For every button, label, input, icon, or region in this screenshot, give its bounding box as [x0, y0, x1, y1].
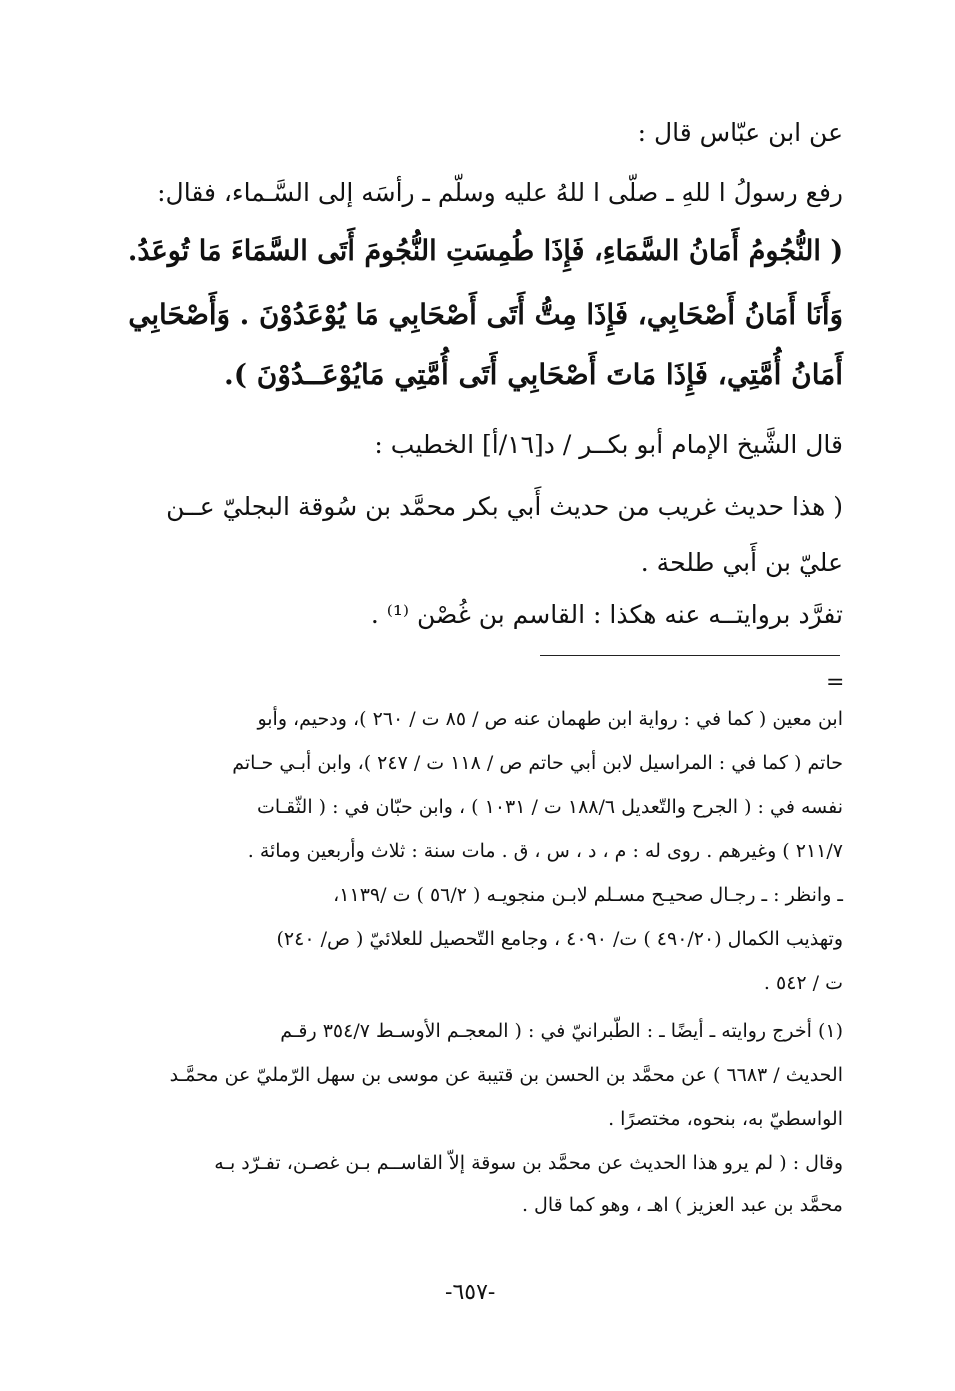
footnote-line: (١) أخرج روايته ـ أيضًا ـ : الطّبرانيّ في : ( المعجـم الأوسـط ٣٥٤/٧ رقـم — [280, 1020, 843, 1042]
footnote-line: نفسه في : ( الجرح والتّعديل ١٨٨/٦ ت / ١٠٣١ ) ، وابن حبّان في : ( الثّقـات — [256, 796, 843, 818]
footnote-line: وتهذيب الكمال (٤٩٠/٢٠ ) ت/ ٤٠٩٠ ، وجامع التّحصيل للعلائيّ ( ص/ ٢٤٠) — [276, 928, 843, 950]
hadith-line: ( النُّجُومُ أَمَانُ السَّمَاءِ، فَإِذَا طُمِسَتِ النُّجُومَ أَتَى السَّمَاءَ مَا تُوعَدُ. — [127, 234, 843, 267]
footnote-line: ابن معين ( كما في : رواية ابن طهمان عنه ص / ٨٥ ت / ٢٦٠ )، ودحيم، وأبو — [257, 708, 843, 730]
footnote-line: ـ وانظر : ـ رجـال صحيـح مسـلم لابـن منجويـه ( ٥٦/٢ ) ت /١١٣٩، — [333, 884, 843, 906]
footnote-line: حاتم ( كما في : المراسيل لابن أبي حاتم ص / ١١٨ ت / ٢٤٧ )، وابن أبـي حـاتم — [232, 752, 843, 774]
hadith-line: أَمَانُ أُمَّتِي، فَإِذَا مَاتَ أَصْحَابِي أَتَى أُمَّتِي مَايُوْعَــدُوْنَ ). — [224, 358, 843, 391]
footnote-line: ت / ٥٤٢ . — [763, 972, 843, 994]
page-number: -٦٥٧- — [445, 1280, 496, 1305]
footnote-line: الواسطيّ به، بنحوه، مختصرًا . — [608, 1108, 843, 1130]
continuation-mark: = — [826, 670, 845, 695]
text-line: ( هذا حديث غريب من حديث أَبي بكر محمَّد بن سُوقة البجليّ عــن — [166, 492, 843, 521]
text-line: تفرَّد بروايتــه عنه هكذا : القاسم بن غُصْن ⁽¹⁾ . — [370, 600, 843, 629]
footnote-separator — [540, 655, 840, 656]
hadith-line: وَأَنَا أَمَانُ أَصْحَابِي، فَإِذَا مِتُّ أَتَى أَصْحَابِي مَا يُوْعَدُوْنَ . وَأَصْحَابِي — [128, 298, 843, 331]
text-line: قال الشَّيخ الإمام أبو بكــر / د[١٦/أ] الخطيب : — [374, 430, 843, 459]
footnote-line: الحديث / ٦٦٨٣ ) عن محمَّد بن الحسن بن قتيبة عن موسى بن سهل الرّمليّ عن محمَّـد — [169, 1064, 843, 1086]
footnote-line: ٢١١/٧ ) وغيرهم . روى له : م ، د ، س ، ق . مات سنة : ثلاث وأربعين ومائة . — [247, 840, 843, 862]
text-line: عليّ بن أَبي طلحة . — [640, 548, 843, 577]
text-line: عن ابن عبّاس قال : — [637, 118, 843, 147]
text-line: رفع رسولُ ا للهِ ـ صلّى ا للهُ عليه وسلّم ـ رأسَه إلى السَّـماء، فقال: — [157, 178, 843, 207]
footnote-line: وقال : ( لم يرو هذا الحديث عن محمَّد بن سوقة إلاّ القاســم بـن غصـن، تفـرّد بـه — [214, 1152, 843, 1174]
footnote-line: محمَّد بن عبد العزيز ) اهـ ، وهو كما قال . — [521, 1194, 843, 1216]
